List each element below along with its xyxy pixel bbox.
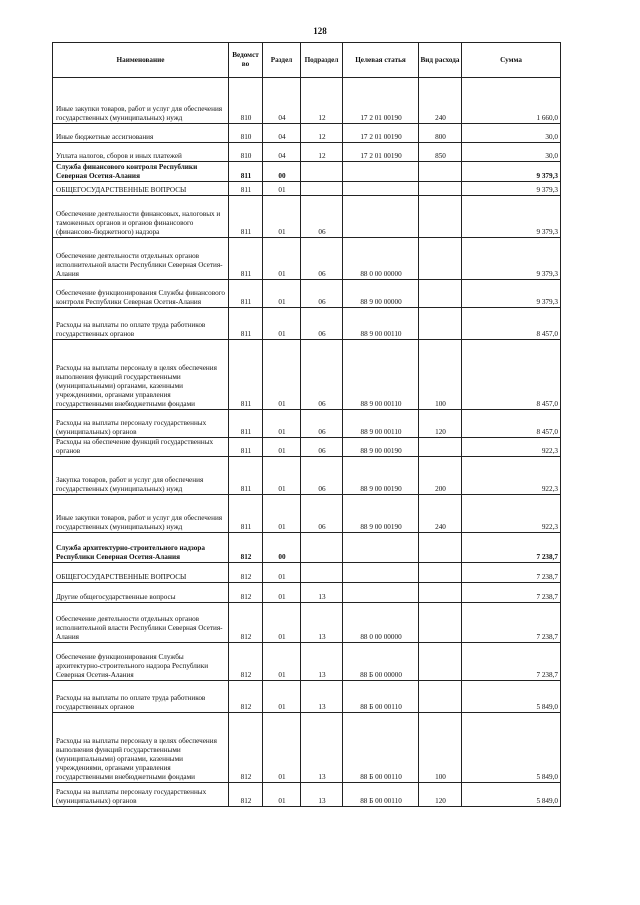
row-name: Иные бюджетные ассигнования [53, 124, 229, 143]
table-row [53, 340, 561, 410]
row-target: 88 Б 00 00000 [343, 643, 419, 681]
table-row [53, 533, 561, 563]
row-section: 01 [263, 457, 301, 495]
header-name: Наименование [53, 43, 229, 78]
row-department: 810 [229, 124, 263, 143]
row-name: Иные закупки товаров, работ и услуг для обеспечения государственных (муниципальных) нужд [53, 78, 229, 124]
row-subsection: 13 [301, 713, 343, 783]
row-section: 01 [263, 280, 301, 308]
row-target: 17 2 01 00190 [343, 124, 419, 143]
row-target [343, 162, 419, 182]
table-header-row [53, 43, 561, 78]
row-kind: 200 [419, 457, 462, 495]
row-target [343, 583, 419, 603]
row-subsection: 06 [301, 495, 343, 533]
row-section: 04 [263, 78, 301, 124]
row-subsection: 06 [301, 457, 343, 495]
table-body [53, 78, 561, 807]
row-target: 17 2 01 00190 [343, 143, 419, 162]
row-kind: 100 [419, 340, 462, 410]
row-section: 00 [263, 162, 301, 182]
row-section: 01 [263, 196, 301, 238]
table-row [53, 143, 561, 162]
row-subsection: 13 [301, 783, 343, 807]
row-department: 811 [229, 438, 263, 457]
row-department: 812 [229, 681, 263, 713]
row-section: 04 [263, 143, 301, 162]
header-department: Ведомст во [229, 43, 263, 78]
row-kind: 120 [419, 783, 462, 807]
row-department: 812 [229, 783, 263, 807]
row-target: 88 9 00 00110 [343, 410, 419, 438]
table-row [53, 238, 561, 280]
row-department: 811 [229, 457, 263, 495]
table-row [53, 438, 561, 457]
row-sum: 7 238,7 [462, 603, 561, 643]
row-name: Расходы на выплаты персоналу в целях обеспечения выполнения функций государственными (муниципальными) органами, казенными учреждениями, органами управления государственными внебюджетными фондами [53, 340, 229, 410]
row-department: 812 [229, 603, 263, 643]
row-kind [419, 238, 462, 280]
row-name: ОБЩЕГОСУДАРСТВЕННЫЕ ВОПРОСЫ [53, 563, 229, 583]
row-name: Другие общегосударственные вопросы [53, 583, 229, 603]
row-subsection [301, 162, 343, 182]
row-sum: 922,3 [462, 438, 561, 457]
row-kind [419, 308, 462, 340]
row-sum: 922,3 [462, 457, 561, 495]
row-subsection: 13 [301, 603, 343, 643]
row-subsection: 13 [301, 681, 343, 713]
row-name: Обеспечение функционирования Службы финансового контроля Республики Северная Осетия-Алания [53, 280, 229, 308]
row-section: 01 [263, 643, 301, 681]
row-name: Расходы на выплаты по оплате труда работников государственных органов [53, 681, 229, 713]
budget-table [52, 42, 561, 807]
row-section: 01 [263, 681, 301, 713]
table-row [53, 196, 561, 238]
row-subsection: 06 [301, 308, 343, 340]
row-kind [419, 643, 462, 681]
row-name: ОБЩЕГОСУДАРСТВЕННЫЕ ВОПРОСЫ [53, 182, 229, 196]
row-sum: 1 660,0 [462, 78, 561, 124]
row-subsection: 12 [301, 78, 343, 124]
row-target: 88 Б 00 00110 [343, 713, 419, 783]
row-kind: 240 [419, 78, 462, 124]
row-sum: 8 457,0 [462, 308, 561, 340]
row-section: 01 [263, 238, 301, 280]
row-subsection: 06 [301, 340, 343, 410]
row-name: Расходы на выплаты персоналу государственных (муниципальных) органов [53, 410, 229, 438]
row-department: 811 [229, 340, 263, 410]
row-subsection [301, 182, 343, 196]
row-department: 812 [229, 713, 263, 783]
row-department: 810 [229, 143, 263, 162]
row-target: 88 0 00 00000 [343, 603, 419, 643]
row-subsection: 06 [301, 238, 343, 280]
row-subsection [301, 563, 343, 583]
row-sum: 9 379,3 [462, 280, 561, 308]
row-target: 88 9 00 00110 [343, 308, 419, 340]
table-row [53, 713, 561, 783]
row-target: 88 9 00 00110 [343, 340, 419, 410]
row-sum: 8 457,0 [462, 410, 561, 438]
row-sum: 7 238,7 [462, 643, 561, 681]
row-name: Обеспечение деятельности финансовых, налоговых и таможенных органов и органов финансового (финансово-бюджетного) надзора [53, 196, 229, 238]
row-name: Служба финансового контроля Республики Северная Осетия-Алания [53, 162, 229, 182]
row-name: Служба архитектурно-строительного надзора Республики Северная Осетия-Алания [53, 533, 229, 563]
row-kind [419, 563, 462, 583]
row-subsection: 13 [301, 643, 343, 681]
row-department: 812 [229, 533, 263, 563]
row-section: 01 [263, 603, 301, 643]
row-name: Уплата налогов, сборов и иных платежей [53, 143, 229, 162]
row-name: Расходы на обеспечение функций государственных органов [53, 438, 229, 457]
row-target: 88 9 00 00000 [343, 280, 419, 308]
table-row [53, 681, 561, 713]
row-section: 04 [263, 124, 301, 143]
row-name: Обеспечение деятельности отдельных органов исполнительной власти Республики Северная Осетия-Алания [53, 238, 229, 280]
row-section: 01 [263, 495, 301, 533]
row-name: Расходы на выплаты персоналу государственных (муниципальных) органов [53, 783, 229, 807]
table-row [53, 280, 561, 308]
table-row [53, 495, 561, 533]
row-department: 811 [229, 495, 263, 533]
row-department: 811 [229, 238, 263, 280]
row-sum: 5 849,0 [462, 783, 561, 807]
row-sum: 9 379,3 [462, 162, 561, 182]
row-target [343, 563, 419, 583]
header-section: Раздел [263, 43, 301, 78]
header-target: Целевая статья [343, 43, 419, 78]
row-sum: 7 238,7 [462, 533, 561, 563]
row-section: 01 [263, 308, 301, 340]
row-subsection: 06 [301, 196, 343, 238]
row-kind [419, 583, 462, 603]
row-sum: 9 379,3 [462, 182, 561, 196]
row-kind [419, 438, 462, 457]
row-department: 810 [229, 78, 263, 124]
row-target [343, 196, 419, 238]
row-target: 17 2 01 00190 [343, 78, 419, 124]
row-subsection: 06 [301, 438, 343, 457]
row-kind [419, 681, 462, 713]
row-kind [419, 162, 462, 182]
row-kind [419, 533, 462, 563]
row-name: Иные закупки товаров, работ и услуг для обеспечения государственных (муниципальных) нужд [53, 495, 229, 533]
row-department: 811 [229, 308, 263, 340]
row-kind [419, 196, 462, 238]
row-department: 812 [229, 643, 263, 681]
row-sum: 30,0 [462, 143, 561, 162]
row-subsection: 06 [301, 280, 343, 308]
row-target: 88 9 00 00190 [343, 438, 419, 457]
row-sum: 9 379,3 [462, 238, 561, 280]
row-department: 812 [229, 583, 263, 603]
row-target: 88 9 00 00190 [343, 457, 419, 495]
row-section: 00 [263, 533, 301, 563]
row-sum: 7 238,7 [462, 583, 561, 603]
row-department: 811 [229, 410, 263, 438]
row-sum: 922,3 [462, 495, 561, 533]
row-department: 811 [229, 280, 263, 308]
row-kind [419, 280, 462, 308]
row-sum: 8 457,0 [462, 340, 561, 410]
row-subsection: 12 [301, 143, 343, 162]
row-target: 88 9 00 00190 [343, 495, 419, 533]
row-target [343, 533, 419, 563]
row-section: 01 [263, 783, 301, 807]
row-target: 88 0 00 00000 [343, 238, 419, 280]
table-row [53, 78, 561, 124]
row-sum: 5 849,0 [462, 681, 561, 713]
row-name: Расходы на выплаты по оплате труда работников государственных органов [53, 308, 229, 340]
row-department: 811 [229, 182, 263, 196]
table-row [53, 162, 561, 182]
row-target [343, 182, 419, 196]
row-target: 88 Б 00 00110 [343, 681, 419, 713]
table-row [53, 643, 561, 681]
table-row [53, 583, 561, 603]
table-row [53, 457, 561, 495]
header-sum: Сумма [462, 43, 561, 78]
row-kind: 120 [419, 410, 462, 438]
row-subsection: 06 [301, 410, 343, 438]
row-subsection [301, 533, 343, 563]
row-subsection: 13 [301, 583, 343, 603]
row-department: 812 [229, 563, 263, 583]
row-kind: 850 [419, 143, 462, 162]
row-section: 01 [263, 563, 301, 583]
row-section: 01 [263, 583, 301, 603]
row-name: Обеспечение функционирования Службы архитектурно-строительного надзора Республики Северная Осетия-Алания [53, 643, 229, 681]
row-section: 01 [263, 182, 301, 196]
row-kind: 100 [419, 713, 462, 783]
row-department: 811 [229, 162, 263, 182]
row-section: 01 [263, 713, 301, 783]
row-kind: 800 [419, 124, 462, 143]
table-row [53, 124, 561, 143]
row-sum: 5 849,0 [462, 713, 561, 783]
row-sum: 7 238,7 [462, 563, 561, 583]
row-target: 88 Б 00 00110 [343, 783, 419, 807]
row-section: 01 [263, 410, 301, 438]
row-kind: 240 [419, 495, 462, 533]
table-row [53, 182, 561, 196]
row-department: 811 [229, 196, 263, 238]
row-kind [419, 603, 462, 643]
table-row [53, 783, 561, 807]
row-name: Закупка товаров, работ и услуг для обеспечения государственных (муниципальных) нужд [53, 457, 229, 495]
page-number: 128 [313, 26, 327, 36]
header-subsection: Подраздел [301, 43, 343, 78]
table-row [53, 410, 561, 438]
row-section: 01 [263, 438, 301, 457]
table-row [53, 603, 561, 643]
row-subsection: 12 [301, 124, 343, 143]
row-name: Обеспечение деятельности отдельных органов исполнительной власти Республики Северная Осетия-Алания [53, 603, 229, 643]
table-row [53, 308, 561, 340]
row-section: 01 [263, 340, 301, 410]
header-kind: Вид расхода [419, 43, 462, 78]
row-sum: 30,0 [462, 124, 561, 143]
table-row [53, 563, 561, 583]
row-name: Расходы на выплаты персоналу в целях обеспечения выполнения функций государственными (муниципальными) органами, казенными учреждениями, органами управления государственными внебюджетными фондами [53, 713, 229, 783]
row-sum: 9 379,3 [462, 196, 561, 238]
row-kind [419, 182, 462, 196]
